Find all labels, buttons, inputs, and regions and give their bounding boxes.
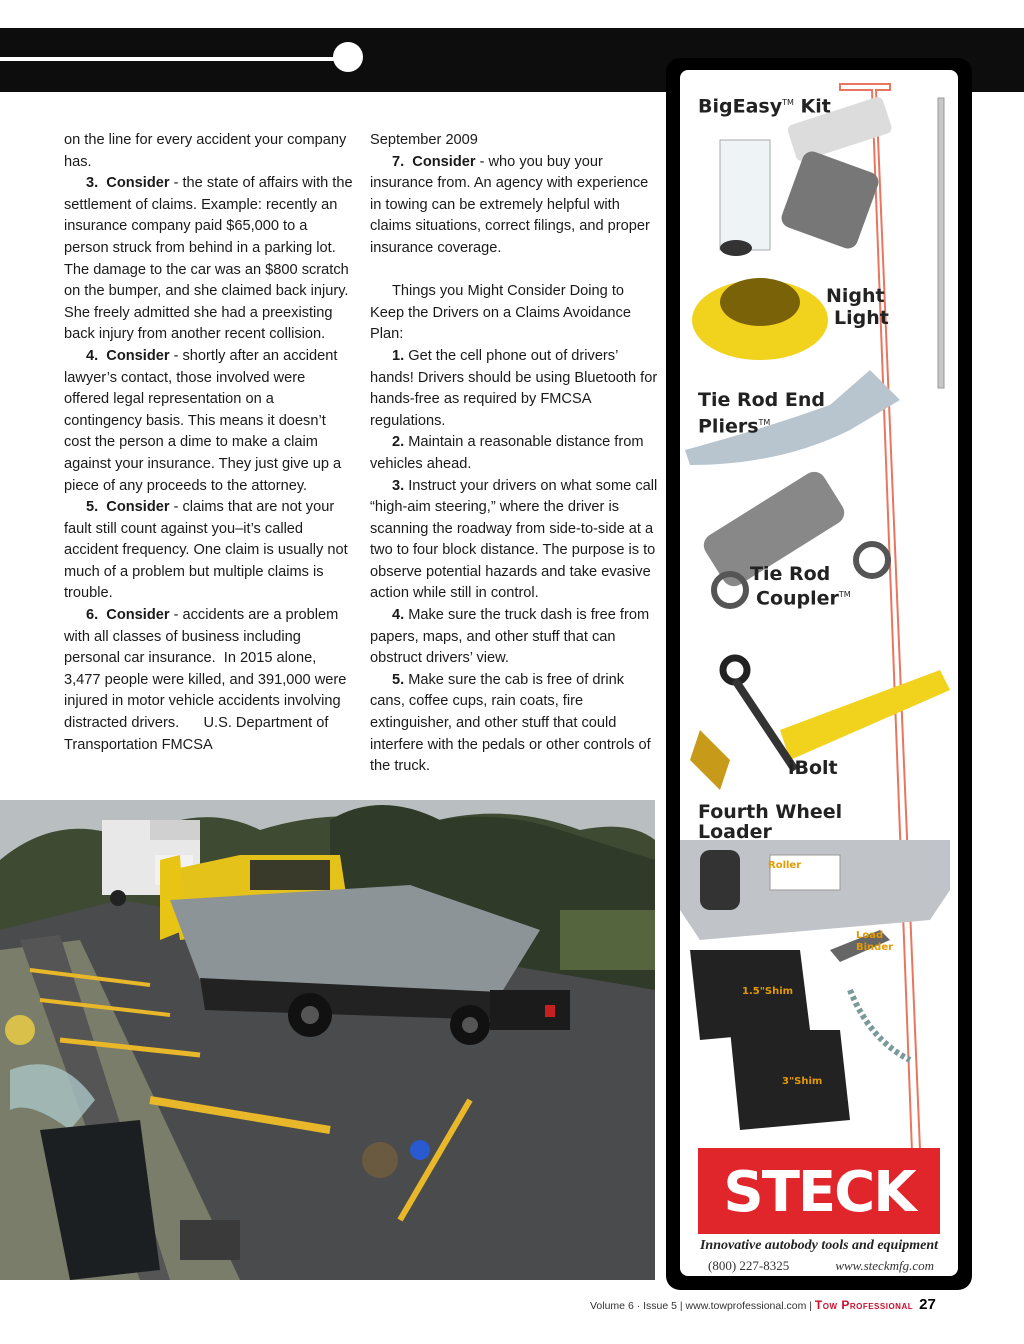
product-bigeasy-kit: [698, 92, 831, 117]
label-roller: Roller: [768, 860, 802, 871]
steck-logo: [698, 1148, 940, 1234]
page-number: 27: [919, 1296, 936, 1313]
item-text: - accidents are a problem with all classes of business including personal car insurance. In 2015 alone, 3,477 people were killed, and 391,000 were injured in motor vehicle accidents involving distracted drivers. U.S. Department of Transportation FMCSA: [64, 607, 351, 753]
site-url[interactable]: www.towprofessional.com: [685, 1300, 807, 1312]
volume-issue: Volume 6 · Issue 5: [590, 1300, 677, 1312]
consider-4: [64, 346, 354, 497]
item-number: 5.: [392, 671, 405, 688]
product-name: BigEasy: [698, 95, 783, 118]
product-ibolt: iBolt: [788, 757, 838, 779]
item-keyword: Consider: [106, 499, 170, 516]
item-text: - who you buy your insurance from. An agency with experience in towing can be extremely helpful with claims situations, correct filings, and proper insurance coverage.: [370, 153, 650, 256]
page-footer: [590, 1296, 970, 1313]
section-heading: Things you Might Consider Doing to Keep the Drivers on a Claims Avoidance Plan:: [370, 283, 631, 343]
product-fourth-wheel-line1: Fourth Wheel: [698, 801, 843, 823]
trademark: TM: [758, 418, 771, 427]
label-binder: Binder: [856, 942, 894, 953]
product-tie-rod-end-line2: [698, 412, 770, 437]
item-number: 7.: [392, 153, 405, 170]
ad-panel: [680, 70, 958, 1276]
trademark: TM: [838, 590, 851, 599]
header-rule: [0, 57, 350, 61]
item-text: - shortly after an accident lawyer’s contact, those involved were offered legal representation on a contingency basis. This means it doesn’t cost the person a dime to make a claim against your insurance. They just give up a piece of any proceeds to the attorney.: [64, 347, 342, 494]
product-name: Coupler: [756, 587, 839, 610]
item-number: 2.: [392, 434, 405, 451]
paragraph-continued: on the line for every accident your company has.: [64, 132, 347, 170]
item-number: 3.: [392, 477, 405, 494]
product-tie-rod-coupler-line1: Tie Rod: [750, 563, 831, 585]
tip-3: [370, 476, 660, 606]
consider-7: [370, 152, 660, 260]
tip-4: [370, 605, 660, 670]
trademark: TM: [782, 98, 794, 107]
item-number: 3.: [86, 175, 99, 192]
ad-product-illustrations: [680, 70, 958, 1276]
tip-1: [370, 346, 660, 432]
steck-advertisement: [666, 58, 972, 1290]
label-shim-1-5: 1.5"Shim: [742, 986, 794, 997]
ad-tagline: Innovative autobody tools and equipment: [699, 1238, 938, 1253]
product-tie-rod-end-line1: Tie Rod End: [698, 389, 825, 411]
item-number: 1.: [392, 347, 405, 364]
accident-photo-illustration: [0, 800, 655, 1280]
product-name-suffix: Kit: [793, 95, 831, 118]
product-tie-rod-coupler-line2: [756, 584, 851, 609]
item-keyword: Consider: [412, 153, 476, 170]
label-load: Load: [856, 930, 884, 941]
consider-5: [64, 497, 354, 605]
text-column-right: [370, 130, 660, 778]
separator: |: [806, 1300, 815, 1312]
item-text: - the state of affairs with the settlement of claims. Example: recently an insurance company paid $65,000 to a person struck from behind in a parking lot. The damage to the car was an $800 scratch on the bumper, and she claimed back injury. She freely admitted she had a preexisting back injury from another recent collision.: [64, 175, 353, 343]
item-number: 4.: [392, 607, 405, 624]
item-text: Get the cell phone out of drivers’ hands! Drivers should be using Bluetooth for hands-free as required by FMCSA regulations.: [370, 347, 658, 429]
item-text: Instruct your drivers on what some call “high-aim steering,” where the driver is scanning the roadway from side-to-side at a two to four block distance. The purpose is to observe potential hazards and take evasive action while still in control.: [370, 477, 658, 602]
header-dot: [333, 42, 363, 72]
item-keyword: Consider: [106, 175, 170, 192]
label-shim-3: 3"Shim: [782, 1076, 823, 1087]
tip-2: [370, 432, 660, 475]
website-link[interactable]: www.steckmfg.com: [835, 1258, 934, 1273]
product-night-light-line2: Light: [834, 307, 889, 329]
item-number: 4.: [86, 347, 99, 364]
product-night-light-line1: Night: [826, 285, 885, 307]
item-keyword: Consider: [106, 347, 170, 364]
item-text: - claims that are not your fault still count against you–it’s called accident frequency. One claim is usually not much of a problem but multiple claims is trouble.: [64, 499, 348, 602]
item-number: 6.: [86, 607, 99, 624]
consider-3: [64, 173, 354, 346]
tip-5: [370, 670, 660, 778]
paragraph-continued: September 2009: [370, 132, 478, 148]
accident-photo: [0, 800, 655, 1280]
product-name: Pliers: [698, 415, 759, 438]
consider-6: [64, 605, 354, 756]
text-column-left: [64, 130, 354, 756]
item-text: Make sure the truck dash is free from papers, maps, and other stuff that can obstruct drivers’ view.: [370, 607, 650, 667]
item-number: 5.: [86, 499, 99, 516]
product-fourth-wheel-line2: Loader: [698, 821, 772, 843]
item-text: Maintain a reasonable distance from vehicles ahead.: [370, 434, 644, 472]
item-text: Make sure the cab is free of drink cans, coffee cups, rain coats, fire extinguisher, and other stuff that could interfere with the pedals or other controls of the truck.: [370, 671, 651, 775]
phone-number: (800) 227-8325: [708, 1258, 790, 1273]
separator: |: [676, 1300, 686, 1312]
magazine-name: Tow Professional: [814, 1298, 914, 1312]
logo-text: STECK: [723, 1160, 915, 1225]
item-keyword: Consider: [106, 607, 170, 624]
